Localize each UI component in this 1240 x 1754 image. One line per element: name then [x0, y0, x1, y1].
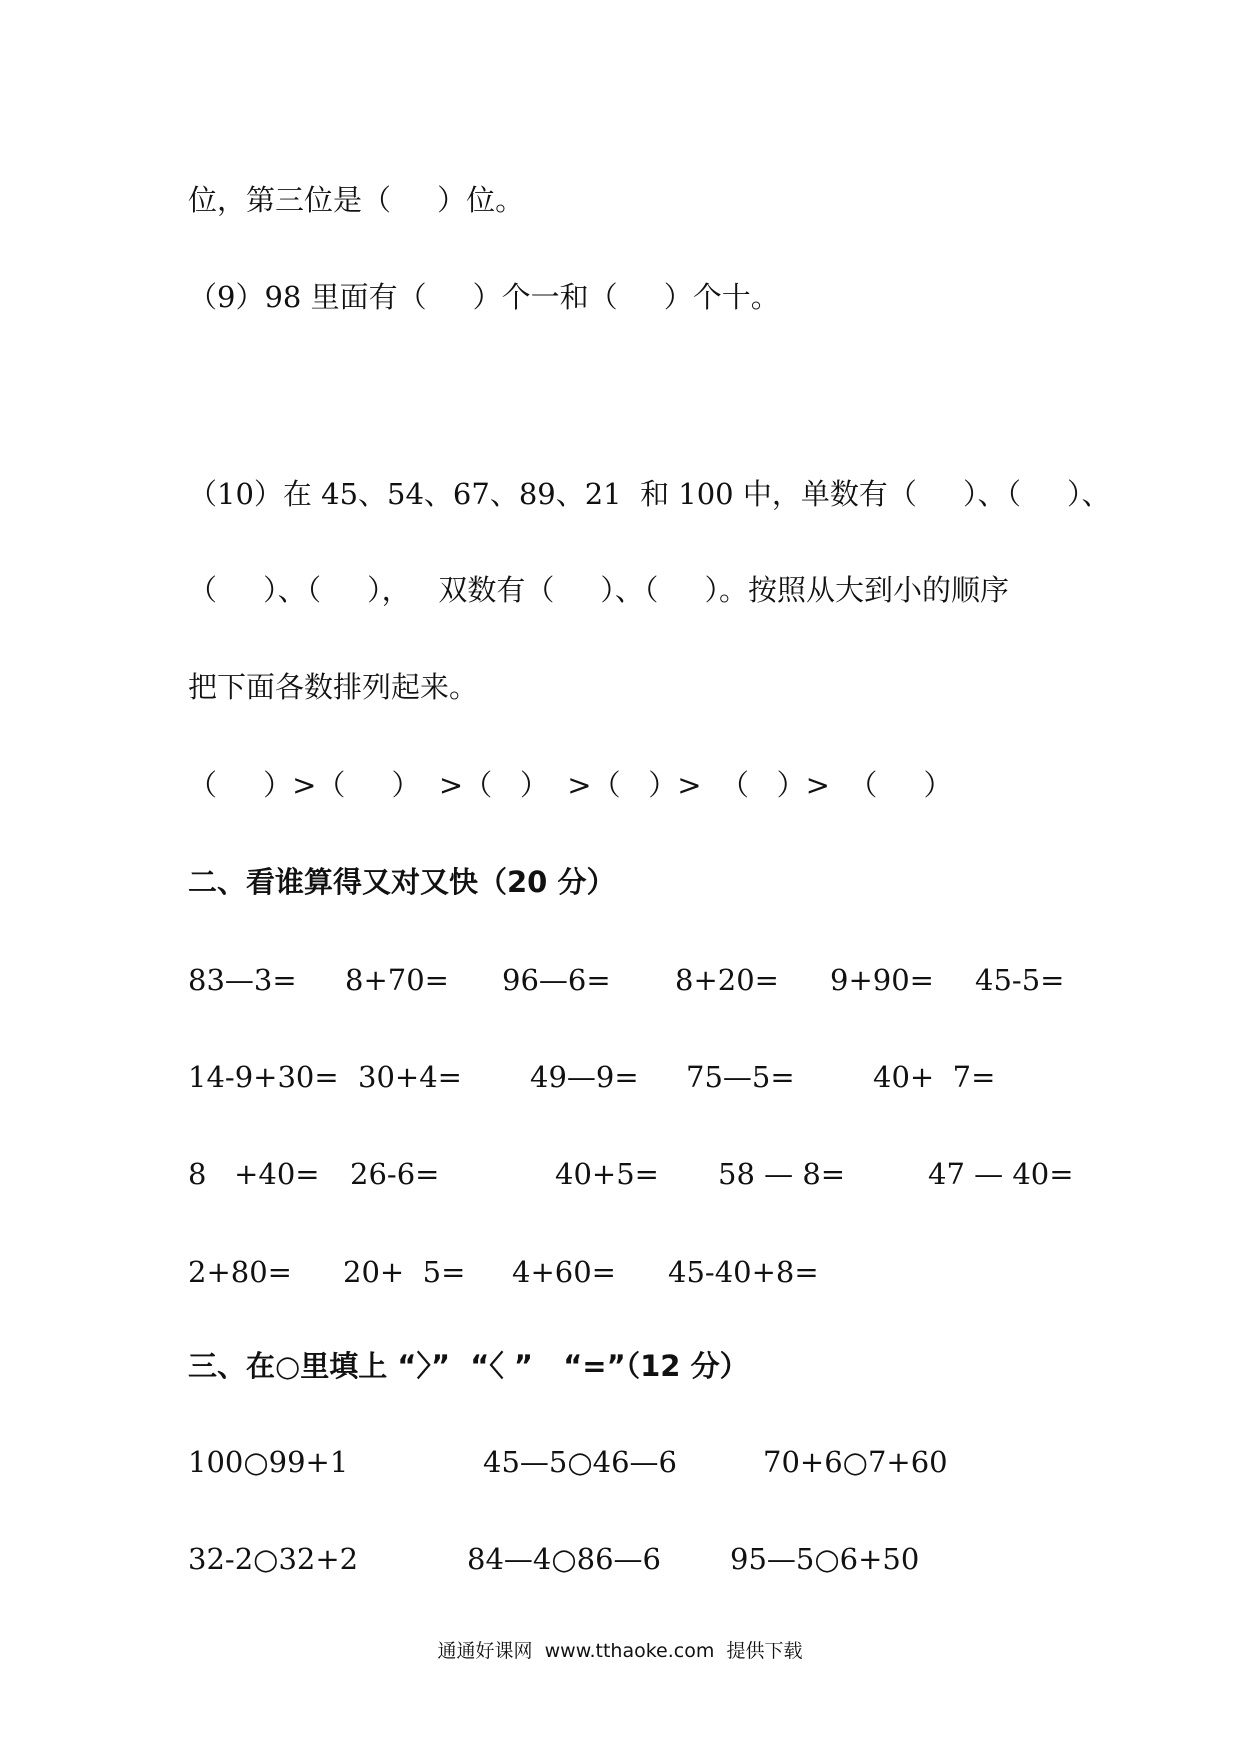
- calc-item: 4+60=: [512, 1255, 616, 1289]
- compare-item: 45—5○46—6: [483, 1445, 678, 1479]
- compare-item: 95—5○6+50: [730, 1542, 920, 1576]
- calc-item: 75—5=: [686, 1060, 795, 1094]
- question-10-line-2: （ ）、（ ）， 双数有（ ）、（ ）。按照从大到小的顺序: [188, 573, 1010, 607]
- calc-item: 30+4=: [358, 1060, 462, 1094]
- calc-item: 9+90=: [830, 963, 934, 997]
- calc-item: 45-5=: [975, 963, 1065, 997]
- calc-item: 8+70=: [345, 963, 449, 997]
- calc-item: 2+80=: [188, 1255, 292, 1289]
- question-9: （9）98 里面有（ ）个一和（ ）个十。: [188, 280, 780, 314]
- calc-item: 45-40+8=: [668, 1255, 819, 1289]
- compare-item: 70+6○7+60: [763, 1445, 948, 1479]
- question-8-continuation: 位，第三位是（ ）位。: [188, 183, 525, 217]
- calc-item: 40+5=: [555, 1157, 659, 1191]
- calc-item: 58 — 8=: [718, 1157, 846, 1191]
- compare-item: 100○99+1: [188, 1445, 349, 1479]
- calc-item: 47 — 40=: [928, 1157, 1074, 1191]
- question-10-line-3: 把下面各数排列起来。: [188, 670, 479, 704]
- compare-item: 84—4○86—6: [467, 1542, 662, 1576]
- calc-item: 14-9+30=: [188, 1060, 339, 1094]
- footer-source: 通通好课网 www.tthaoke.com 提供下载: [437, 1640, 803, 1662]
- calc-item: 49—9=: [530, 1060, 639, 1094]
- calc-item: 20+ 5=: [343, 1255, 466, 1289]
- question-10-line-1: （10）在 45、54、67、89、21 和 100 中，单数有（ ）、（ ）、: [188, 477, 1111, 511]
- section-3-heading: 三、在○里填上 “〉” “〈 ” “=”（12 分）: [188, 1349, 749, 1383]
- calc-item: 8 +40=: [188, 1157, 320, 1191]
- calc-item: 8+20=: [675, 963, 779, 997]
- calc-item: 96—6=: [502, 963, 611, 997]
- calc-item: 26-6=: [350, 1157, 440, 1191]
- question-10-ordering: （ ）>（ ） >（ ） >（ ）> （ ）> （ ）: [188, 768, 953, 802]
- section-2-heading: 二、看谁算得又对又快（20 分）: [188, 865, 616, 899]
- compare-item: 32-2○32+2: [188, 1542, 359, 1576]
- calc-item: 83—3=: [188, 963, 297, 997]
- calc-item: 40+ 7=: [873, 1060, 996, 1094]
